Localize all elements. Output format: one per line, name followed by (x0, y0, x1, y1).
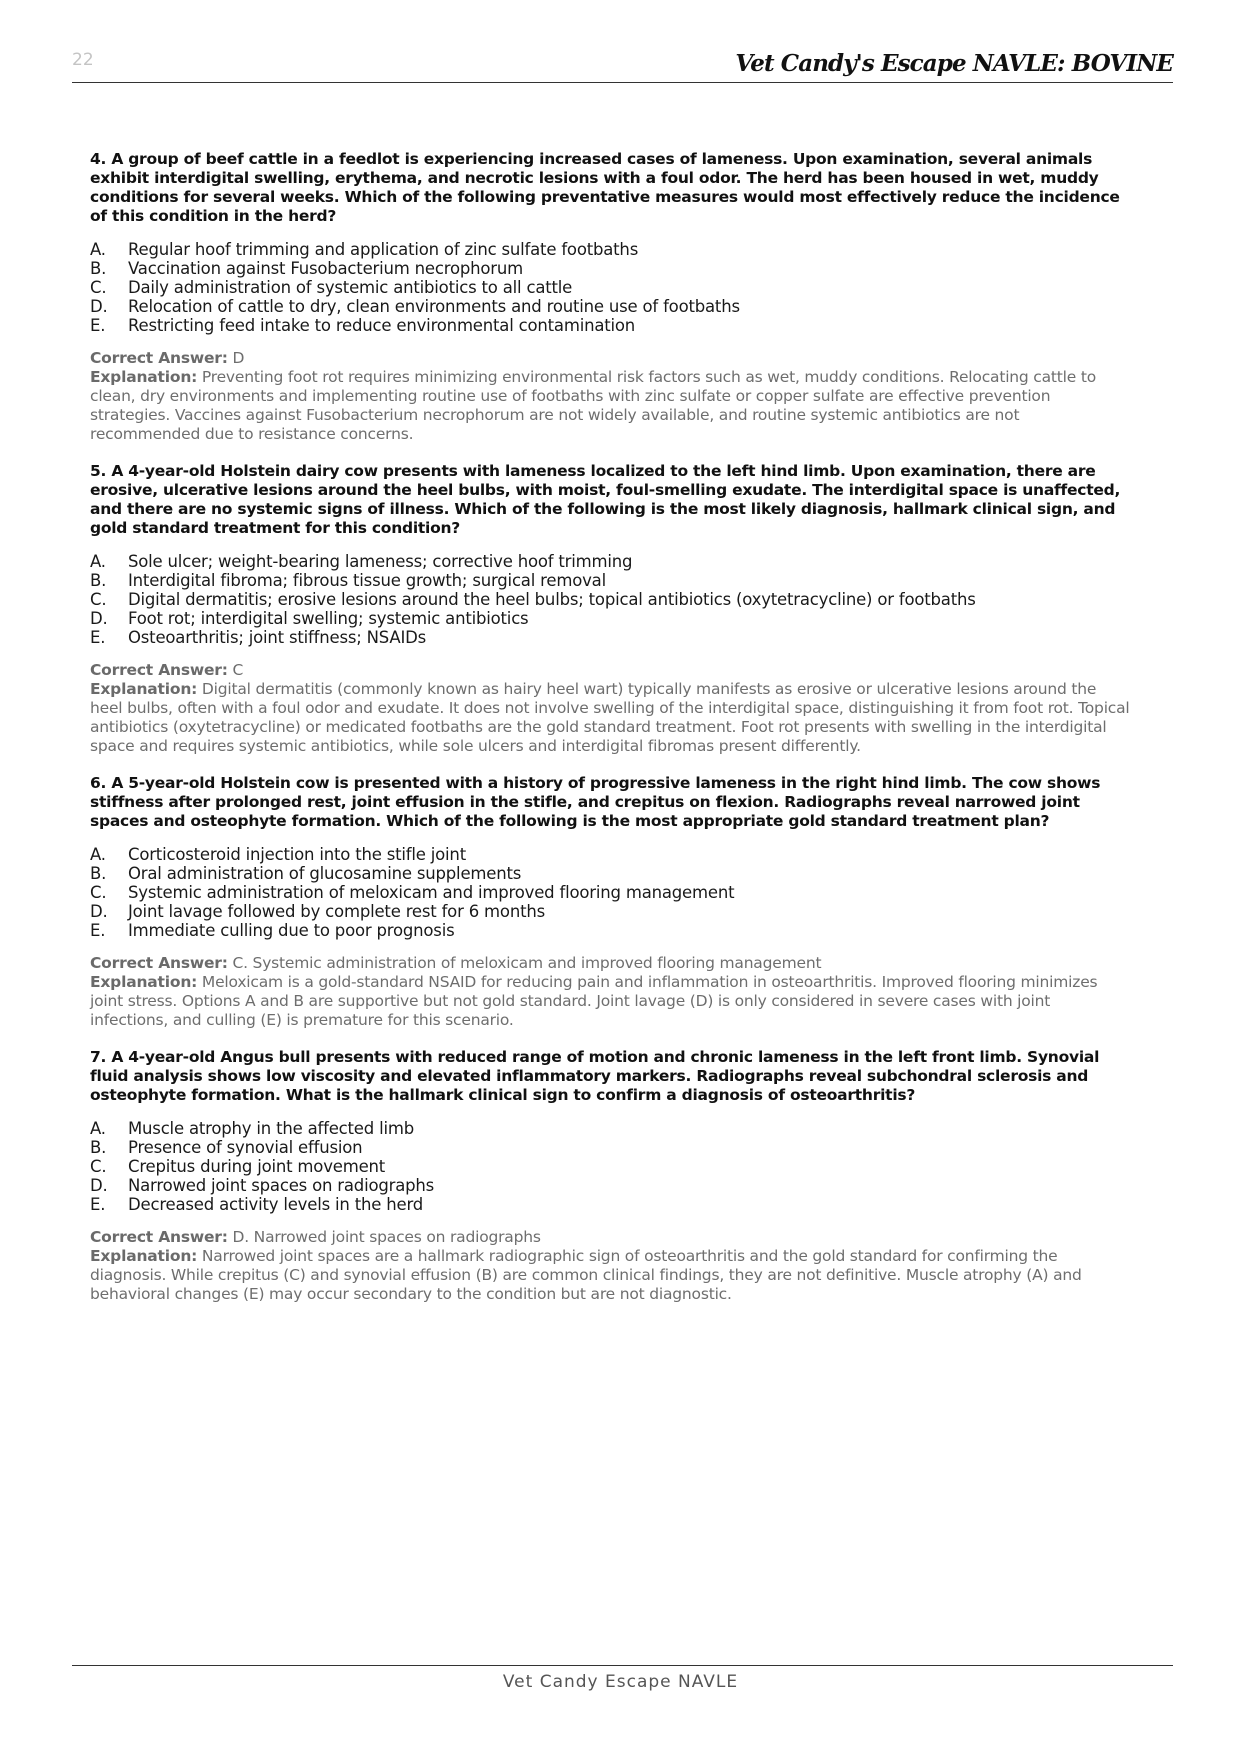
option-a (90, 845, 1130, 864)
explanation-text: Narrowed joint spaces are a hallmark radiographic sign of osteoarthritis and the gold standard for confirming the diagnosis. While crepitus (C) and synovial effusion (B) are common clinical findings, they are not definitive. Muscle atrophy (A) and behavioral changes (E) may occur secondary to the condition but are not diagnostic. (90, 1247, 1082, 1303)
option-text: Narrowed joint spaces on radiographs (128, 1176, 435, 1195)
question-stem: 5. A 4-year-old Holstein dairy cow presents with lameness localized to the left hind limb. Upon examination, there are erosive, ulcerative lesions around the heel bulbs, with moist, foul-smelling exudate. The interdigital space is unaffected, and there are no systemic signs of illness. Which of the following is the most likely diagnosis, hallmark clinical sign, and gold standard treatment for this condition? (90, 462, 1121, 537)
explanation-text: Preventing foot rot requires minimizing environmental risk factors such as wet, muddy conditions. Relocating cattle to clean, dry environments and implementing routine use of footbaths with zinc sulfate or copper sulfate are effective prevention strategies. Vaccines against Fusobacterium necrophorum are not widely available, and routine systemic antibiotics are not recommended due to resistance concerns. (90, 368, 1096, 443)
option-a (90, 240, 1130, 259)
correct-answer-value: D (232, 349, 245, 367)
option-b (90, 259, 1130, 278)
correct-answer (90, 661, 1130, 680)
option-text: Daily administration of systemic antibiotics to all cattle (128, 278, 573, 297)
option-letter: B. (90, 1138, 107, 1157)
option-text: Corticosteroid injection into the stifle joint (128, 845, 466, 864)
option-a (90, 1119, 1130, 1138)
option-text: Interdigital fibroma; fibrous tissue growth; surgical removal (128, 571, 606, 590)
correct-answer-value: C. Systemic administration of meloxicam and improved flooring management (232, 954, 822, 972)
explanation (90, 1247, 1130, 1304)
option-letter: A. (90, 240, 106, 259)
option-c (90, 278, 1130, 297)
correct-answer (90, 1228, 1130, 1247)
option-text: Osteoarthritis; joint stiffness; NSAIDs (128, 628, 427, 647)
option-text: Oral administration of glucosamine supplements (128, 864, 522, 883)
answer-block (90, 349, 1130, 444)
option-text: Sole ulcer; weight-bearing lameness; corrective hoof trimming (128, 552, 633, 571)
option-e (90, 921, 1130, 940)
answer-block (90, 1228, 1130, 1304)
header-title: Vet Candy's Escape NAVLE: BOVINE (735, 50, 1173, 77)
option-text: Foot rot; interdigital swelling; systemic antibiotics (128, 609, 529, 628)
correct-answer-label: Correct Answer: (90, 1228, 228, 1246)
answer-block (90, 954, 1130, 1030)
option-letter: D. (90, 902, 108, 921)
option-list (90, 1119, 1130, 1214)
option-letter: B. (90, 864, 107, 883)
option-e (90, 1195, 1130, 1214)
answer-block (90, 661, 1130, 756)
question-stem: 6. A 5-year-old Holstein cow is presented with a history of progressive lameness in the right hind limb. The cow shows stiffness after prolonged rest, joint effusion in the stifle, and crepitus on flexion. Radiographs reveal narrowed joint spaces and osteophyte formation. Which of the following is the most appropriate gold standard treatment plan? (90, 774, 1101, 830)
option-d (90, 902, 1130, 921)
option-text: Relocation of cattle to dry, clean environments and routine use of footbaths (128, 297, 740, 316)
question-7 (90, 1048, 1130, 1304)
explanation-label: Explanation: (90, 973, 198, 991)
option-letter: E. (90, 1195, 106, 1214)
option-text: Muscle atrophy in the affected limb (128, 1119, 414, 1138)
explanation-label: Explanation: (90, 680, 198, 698)
option-d (90, 1176, 1130, 1195)
option-letter: A. (90, 845, 106, 864)
option-letter: E. (90, 316, 106, 335)
option-list (90, 552, 1130, 647)
option-letter: C. (90, 278, 107, 297)
option-text: Regular hoof trimming and application of zinc sulfate footbaths (128, 240, 639, 259)
option-letter: B. (90, 259, 107, 278)
option-text: Joint lavage followed by complete rest for 6 months (128, 902, 545, 921)
explanation-label: Explanation: (90, 368, 198, 386)
correct-answer-label: Correct Answer: (90, 954, 228, 972)
option-letter: E. (90, 628, 106, 647)
option-text: Immediate culling due to poor prognosis (128, 921, 455, 940)
option-text: Decreased activity levels in the herd (128, 1195, 424, 1214)
option-text: Vaccination against Fusobacterium necrophorum (128, 259, 524, 278)
explanation-label: Explanation: (90, 1247, 198, 1265)
option-e (90, 628, 1130, 647)
option-text: Digital dermatitis; erosive lesions around the heel bulbs; topical antibiotics (oxytetracycline) or footbaths (128, 590, 976, 609)
option-text: Systemic administration of meloxicam and improved flooring management (128, 883, 735, 902)
option-e (90, 316, 1130, 335)
footer-divider (72, 1665, 1173, 1666)
correct-answer-label: Correct Answer: (90, 661, 228, 679)
option-letter: C. (90, 1157, 107, 1176)
question-6 (90, 774, 1130, 1030)
option-b (90, 1138, 1130, 1157)
option-text: Restricting feed intake to reduce environmental contamination (128, 316, 636, 335)
explanation (90, 368, 1130, 444)
option-letter: D. (90, 609, 108, 628)
header-divider (72, 82, 1173, 83)
correct-answer-label: Correct Answer: (90, 349, 228, 367)
page-number: 22 (72, 50, 94, 70)
explanation (90, 973, 1130, 1030)
correct-answer (90, 954, 1130, 973)
option-letter: C. (90, 590, 107, 609)
option-text: Crepitus during joint movement (128, 1157, 386, 1176)
question-list (90, 150, 1130, 1322)
explanation-text: Digital dermatitis (commonly known as hairy heel wart) typically manifests as erosive or ulcerative lesions around the heel bulbs, often with a foul odor and exudate. It does not involve swelling of the interdigital space, distinguishing it from foot rot. Topical antibiotics (oxytetracycline) or medicated footbaths are the gold standard treatment. Foot rot presents with swelling in the interdigital space and requires systemic antibiotics, while sole ulcers and interdigital fibromas present differently. (90, 680, 1130, 755)
correct-answer-value: C (232, 661, 244, 679)
option-letter: A. (90, 552, 106, 571)
correct-answer (90, 349, 1130, 368)
option-list (90, 240, 1130, 335)
correct-answer-value: D. Narrowed joint spaces on radiographs (232, 1228, 541, 1246)
question-5 (90, 462, 1130, 756)
option-c (90, 590, 1130, 609)
option-list (90, 845, 1130, 940)
option-c (90, 883, 1130, 902)
question-stem: 4. A group of beef cattle in a feedlot is experiencing increased cases of lameness. Upon examination, several animals exhibit interdigital swelling, erythema, and necrotic lesions with a foul odor. The herd has been housed in wet, muddy conditions for several weeks. Which of the following preventative measures would most effectively reduce the incidence of this condition in the herd? (90, 150, 1120, 225)
option-c (90, 1157, 1130, 1176)
footer-text: Vet Candy Escape NAVLE (502, 1672, 739, 1692)
question-4 (90, 150, 1130, 444)
option-letter: D. (90, 1176, 108, 1195)
option-d (90, 609, 1130, 628)
option-b (90, 864, 1130, 883)
option-letter: E. (90, 921, 106, 940)
option-letter: B. (90, 571, 107, 590)
option-b (90, 571, 1130, 590)
option-d (90, 297, 1130, 316)
option-letter: D. (90, 297, 108, 316)
explanation-text: Meloxicam is a gold-standard NSAID for reducing pain and inflammation in osteoarthritis. Improved flooring minimizes joint stress. Options A and B are supportive but not gold standard. Joint lavage (D) is only considered in severe cases with joint infections, and culling (E) is premature for this scenario. (90, 973, 1098, 1029)
option-a (90, 552, 1130, 571)
option-letter: C. (90, 883, 107, 902)
question-stem: 7. A 4-year-old Angus bull presents with reduced range of motion and chronic lameness in the left front limb. Synovial fluid analysis shows low viscosity and elevated inflammatory markers. Radiographs reveal subchondral sclerosis and osteophyte formation. What is the hallmark clinical sign to confirm a diagnosis of osteoarthritis? (90, 1048, 1100, 1104)
option-letter: A. (90, 1119, 106, 1138)
option-text: Presence of synovial effusion (128, 1138, 363, 1157)
explanation (90, 680, 1130, 756)
